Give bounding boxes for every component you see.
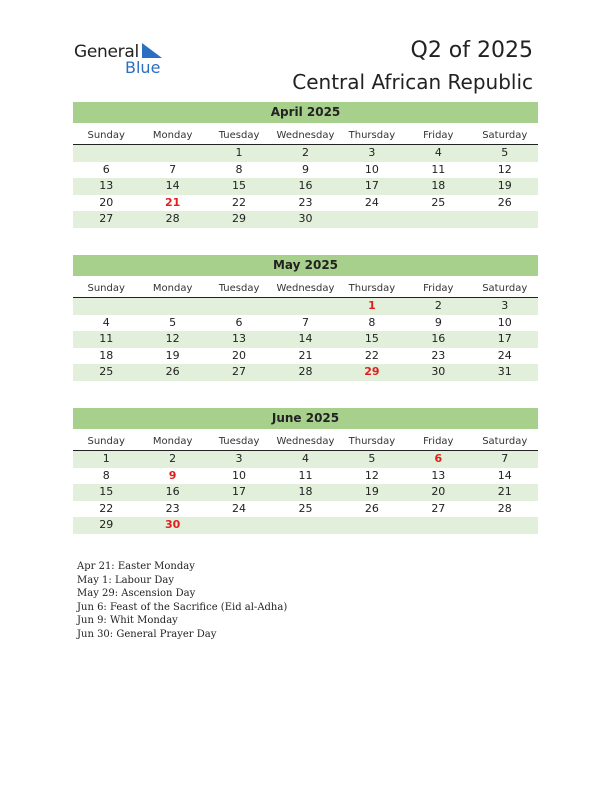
day-cell: 16: [298, 179, 313, 192]
day-cell: 22: [232, 195, 247, 209]
weekday-label: Thursday: [348, 436, 396, 447]
day-cell: 6: [235, 315, 243, 329]
day-cell: 10: [364, 162, 379, 176]
day-cell: 19: [364, 485, 379, 498]
day-cell: 21: [298, 348, 313, 362]
day-cell: 23: [431, 348, 446, 362]
day-cell: 14: [497, 468, 512, 482]
day-cell: 30: [431, 365, 446, 378]
weekday-label: Sunday: [87, 283, 125, 294]
week-row: [73, 178, 538, 195]
weekday-label: Tuesday: [218, 130, 260, 141]
day-cell: 20: [431, 485, 446, 498]
day-cell: 6: [102, 162, 110, 176]
day-cell: [472, 517, 538, 534]
month-calendar: [73, 102, 538, 228]
week-row: [73, 331, 538, 348]
day-cell: 22: [364, 348, 379, 362]
day-cell: 29: [99, 518, 114, 531]
day-cell: [139, 145, 205, 162]
month-title: May 2025: [73, 255, 538, 276]
day-cell: 15: [99, 485, 114, 498]
day-cell: 23: [298, 195, 313, 209]
day-cell: 26: [497, 195, 512, 209]
holiday-day-cell: 6: [434, 452, 443, 465]
day-cell: [139, 298, 205, 315]
day-cell: [405, 517, 471, 534]
weekday-label: Friday: [423, 283, 454, 294]
weekday-label: Wednesday: [276, 283, 335, 294]
day-cell: [272, 298, 338, 315]
weekday-label: Saturday: [482, 283, 528, 294]
day-cell: 25: [298, 501, 313, 515]
day-cell: 10: [232, 468, 247, 482]
holiday-note: Jun 9: Whit Monday: [77, 615, 178, 626]
week-row: [73, 484, 538, 501]
day-cell: 14: [298, 332, 313, 345]
day-cell: 12: [165, 332, 180, 345]
day-cell: 26: [165, 365, 180, 378]
day-cell: 22: [99, 501, 114, 515]
holiday-day-cell: 29: [364, 365, 380, 378]
day-cell: 5: [368, 452, 376, 465]
day-cell: 1: [102, 452, 110, 465]
weekday-header-row: [73, 280, 538, 298]
day-cell: 20: [99, 195, 114, 209]
month-title: June 2025: [73, 408, 538, 429]
day-cell: 2: [169, 452, 177, 465]
day-cell: [339, 211, 405, 228]
day-cell: 8: [368, 315, 376, 329]
day-cell: 5: [169, 315, 177, 329]
day-cell: 17: [497, 332, 512, 345]
holiday-day-cell: 1: [368, 299, 376, 312]
weekday-label: Sunday: [87, 130, 125, 141]
weekday-label: Monday: [152, 130, 193, 141]
weekday-label: Sunday: [87, 436, 125, 447]
weekday-label: Wednesday: [276, 130, 335, 141]
day-cell: 7: [301, 315, 309, 329]
day-cell: [405, 211, 471, 228]
day-cell: 28: [497, 501, 512, 515]
day-cell: 25: [431, 195, 446, 209]
day-cell: 1: [235, 146, 243, 159]
day-cell: 9: [434, 315, 442, 329]
day-cell: 27: [99, 212, 114, 225]
weekday-label: Tuesday: [218, 283, 260, 294]
holiday-note: Jun 30: General Prayer Day: [77, 628, 217, 640]
day-cell: 19: [497, 179, 512, 192]
day-cell: 16: [165, 485, 180, 498]
holiday-note: May 29: Ascension Day: [77, 588, 196, 599]
day-cell: 15: [364, 332, 379, 345]
day-cell: 5: [501, 146, 509, 159]
day-cell: 24: [497, 348, 512, 362]
month-title: April 2025: [73, 102, 538, 123]
day-cell: 19: [165, 348, 180, 362]
day-cell: 4: [301, 452, 309, 465]
day-cell: 3: [501, 299, 509, 312]
day-cell: 4: [102, 315, 110, 329]
day-cell: 12: [364, 468, 379, 482]
weekday-label: Friday: [423, 130, 454, 141]
day-cell: 25: [99, 365, 114, 378]
week-row: [73, 195, 538, 212]
week-row: [73, 298, 538, 315]
weekday-label: Saturday: [482, 436, 528, 447]
day-cell: 11: [298, 468, 313, 482]
day-cell: [272, 517, 338, 534]
day-cell: 4: [434, 146, 442, 159]
month-calendar: [73, 255, 538, 381]
week-row: [73, 145, 538, 162]
week-row: [73, 517, 538, 534]
day-cell: 12: [497, 162, 512, 176]
holiday-notes: [77, 560, 287, 641]
day-cell: 11: [431, 162, 446, 176]
week-row: [73, 501, 538, 518]
day-cell: 11: [99, 332, 114, 345]
week-row: [73, 162, 538, 179]
day-cell: 18: [431, 179, 446, 192]
day-cell: 8: [102, 468, 110, 482]
holiday-note: Jun 6: Feast of the Sacrifice (Eid al-Adha): [77, 601, 288, 613]
day-cell: 3: [368, 146, 376, 159]
week-row: [73, 315, 538, 332]
day-cell: 9: [301, 162, 309, 176]
day-cell: 8: [235, 162, 243, 176]
day-cell: 18: [298, 485, 313, 498]
day-cell: 24: [364, 195, 379, 209]
day-cell: [73, 145, 139, 162]
day-cell: 16: [431, 332, 446, 345]
day-cell: 24: [232, 501, 247, 515]
weekday-label: Wednesday: [276, 436, 335, 447]
day-cell: 27: [232, 365, 247, 378]
logo-general-text: General: [74, 42, 139, 62]
day-cell: 13: [232, 332, 247, 345]
day-cell: 28: [165, 212, 180, 225]
day-cell: 29: [232, 212, 247, 225]
day-cell: 28: [298, 365, 313, 378]
day-cell: 13: [99, 179, 114, 192]
day-cell: 30: [298, 212, 313, 225]
day-cell: 20: [232, 348, 247, 362]
day-cell: 7: [169, 162, 177, 176]
page-title: Q2 of 2025: [410, 38, 533, 63]
day-cell: [339, 517, 405, 534]
logo-triangle-icon: [140, 43, 162, 59]
week-row: [73, 211, 538, 228]
day-cell: [472, 211, 538, 228]
day-cell: [73, 298, 139, 315]
day-cell: 21: [497, 485, 512, 498]
week-row: [73, 451, 538, 468]
day-cell: 23: [165, 501, 180, 515]
logo-blue-text: Blue: [125, 58, 161, 77]
month-calendar: [73, 408, 538, 534]
day-cell: 17: [232, 485, 247, 498]
day-cell: 15: [232, 179, 247, 192]
holiday-note: May 1: Labour Day: [77, 574, 174, 586]
weekday-header-row: [73, 433, 538, 451]
day-cell: [206, 517, 272, 534]
weekday-label: Friday: [423, 436, 454, 447]
holiday-day-cell: 30: [164, 518, 181, 531]
weekday-label: Monday: [152, 436, 193, 447]
day-cell: 31: [497, 365, 512, 378]
weekday-label: Thursday: [348, 130, 396, 141]
weekday-label: Tuesday: [218, 436, 260, 447]
day-cell: 13: [431, 468, 446, 482]
day-cell: 10: [497, 315, 512, 329]
holiday-note: Apr 21: Easter Monday: [77, 561, 195, 572]
generalblue-logo: [74, 42, 174, 78]
day-cell: 18: [99, 348, 114, 362]
day-cell: 2: [434, 299, 442, 312]
day-cell: 27: [431, 501, 446, 515]
holiday-day-cell: 9: [168, 468, 177, 482]
day-cell: 26: [364, 501, 379, 515]
day-cell: 14: [165, 179, 180, 192]
weekday-header-row: [73, 127, 538, 145]
weekday-label: Monday: [152, 283, 193, 294]
week-row: [73, 348, 538, 365]
day-cell: [206, 298, 272, 315]
day-cell: 17: [364, 179, 379, 192]
day-cell: 3: [235, 452, 243, 465]
week-row: [73, 468, 538, 485]
day-cell: 2: [301, 146, 309, 159]
day-cell: 7: [501, 452, 509, 465]
weekday-label: Saturday: [482, 130, 528, 141]
weekday-label: Thursday: [348, 283, 396, 294]
country-subtitle: Central African Republic: [292, 70, 533, 94]
holiday-day-cell: 21: [164, 195, 181, 209]
week-row: [73, 364, 538, 381]
